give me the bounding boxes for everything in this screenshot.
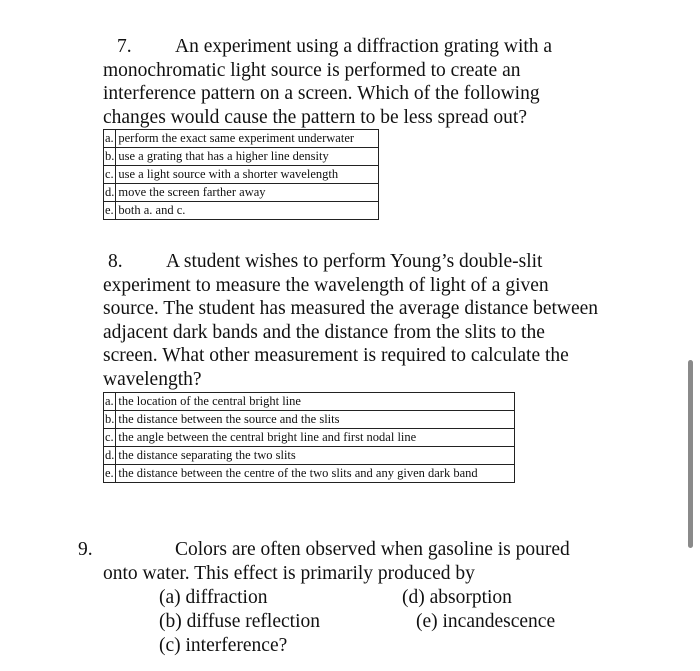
option-letter: e. [104,202,116,220]
question-9-choice-a: (a) diffraction [159,587,268,608]
option-row [104,465,515,483]
question-7 [103,35,583,129]
option-letter: c. [104,429,116,447]
option-letter: d. [104,184,116,202]
question-9-number: 9. [78,539,93,560]
question-7-text-first: An experiment using a diffraction grating with a [175,36,553,57]
option-text: use a grating that has a higher line density [116,148,379,166]
vertical-scrollbar[interactable] [688,360,693,548]
option-text: both a. and c. [116,202,379,220]
question-8-number: 8. [108,251,123,272]
option-letter: a. [104,130,116,148]
question-8-stem [103,250,603,391]
option-text: the angle between the central bright line and first nodal line [116,429,515,447]
question-8-text-first: A student wishes to perform Young’s double-slit [166,251,543,272]
option-row [104,202,379,220]
question-7-stem [103,35,583,129]
option-letter: a. [104,393,116,411]
question-7-number: 7. [117,36,132,57]
option-letter: b. [104,411,116,429]
option-row [104,411,515,429]
option-row [104,447,515,465]
option-row [104,148,379,166]
option-text: the distance between the centre of the two slits and any given dark band [116,465,515,483]
option-text: the location of the central bright line [116,393,515,411]
option-text: the distance separating the two slits [116,447,515,465]
question-9-text-rest: onto water. This effect is primarily produced by [103,562,475,584]
question-9-text-first: Colors are often observed when gasoline is poured [175,539,570,560]
question-9-choice-b: (b) diffuse reflection [159,611,320,632]
option-letter: d. [104,447,116,465]
option-letter: e. [104,465,116,483]
option-letter: c. [104,166,116,184]
option-row [104,393,515,411]
question-9-choice-c: (c) interference? [159,635,288,656]
option-text: move the screen farther away [116,184,379,202]
option-text: use a light source with a shorter wavelength [116,166,379,184]
question-9-stem [103,538,603,585]
question-7-text-rest: monochromatic light source is performed to create an interference pattern on a screen. Which of the following changes would cause the pattern to be less spread out? [103,59,540,128]
option-row [104,130,379,148]
option-row [104,184,379,202]
option-letter: b. [104,148,116,166]
option-row [104,429,515,447]
question-9-choice-e: (e) incandescence [416,611,556,632]
question-8-options-table [103,392,515,483]
question-8-text-rest: experiment to measure the wavelength of light of a given source. The student has measured the average distance between adjacent dark bands and the distance from the slits to the screen. What other measurement is required to calculate the wavelength? [103,274,599,390]
question-8 [103,250,603,391]
question-7-options-table [103,129,379,220]
option-text: the distance between the source and the slits [116,411,515,429]
question-9-choice-d: (d) absorption [402,587,512,608]
option-row [104,166,379,184]
option-text: perform the exact same experiment underwater [116,130,379,148]
